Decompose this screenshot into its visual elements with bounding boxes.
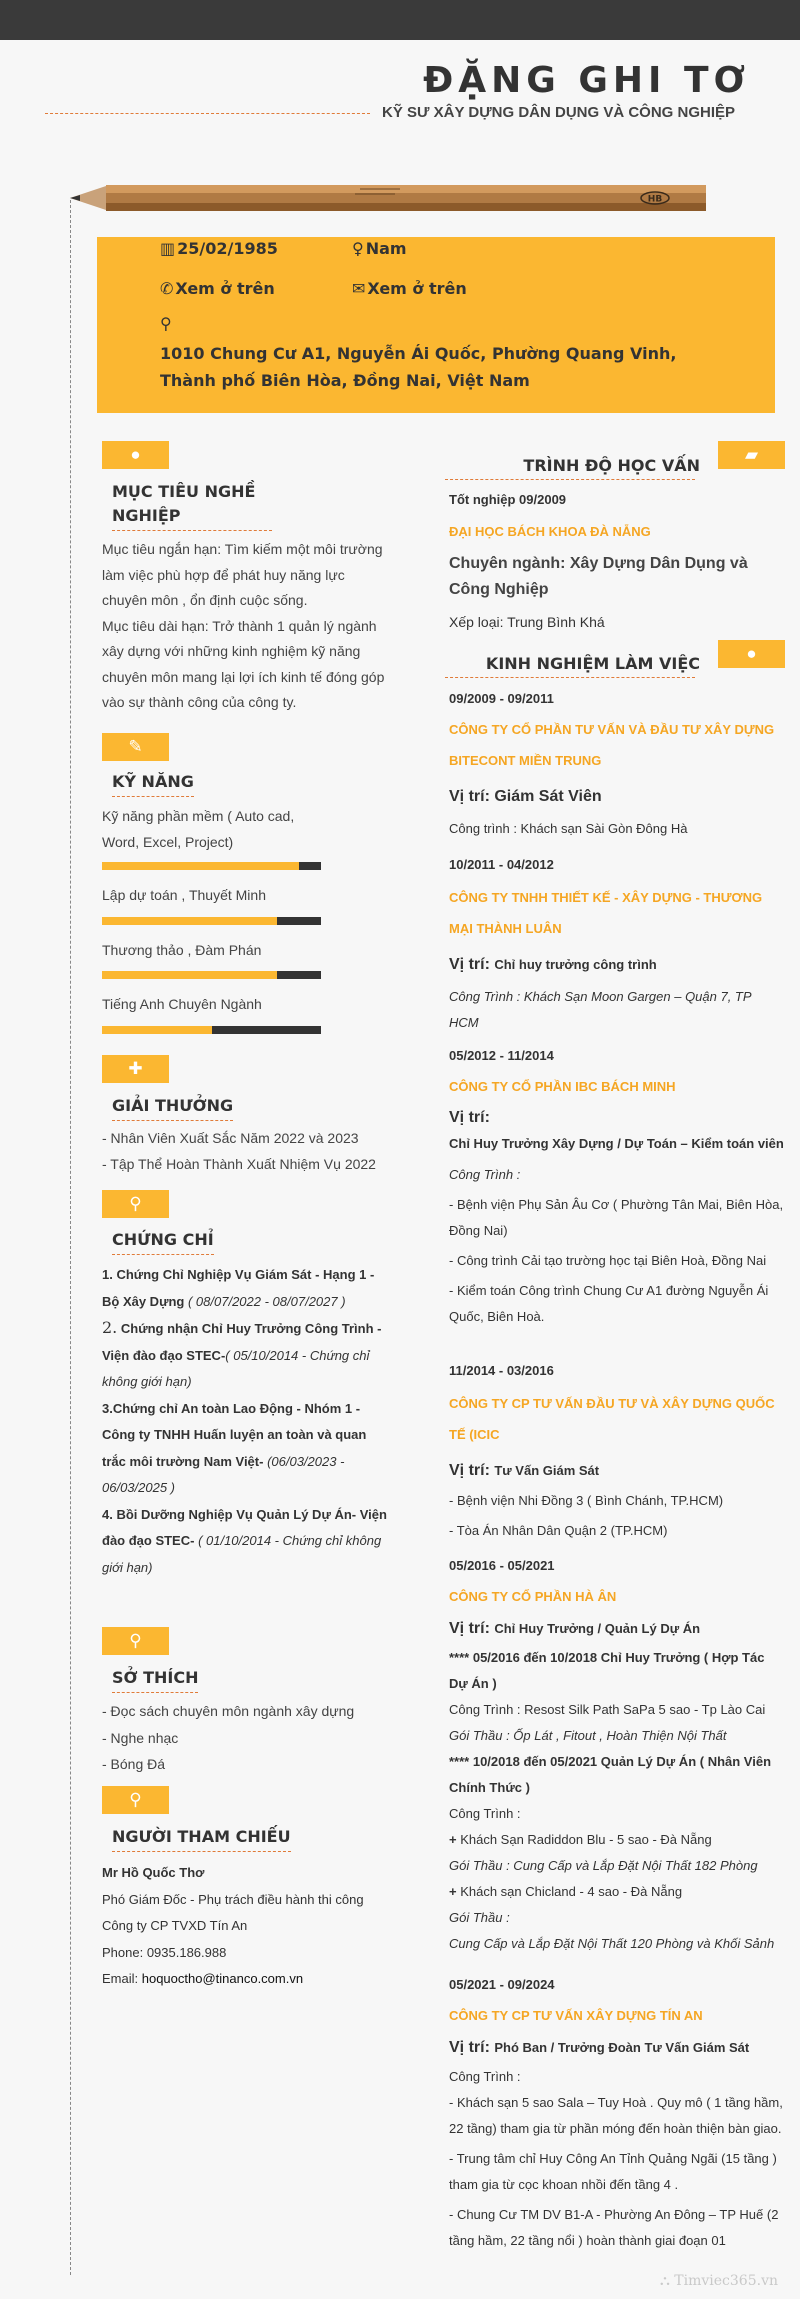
phone-icon: ✆ [160, 279, 174, 298]
certificate-item: 3.Chứng chỉ An toàn Lao Động - Nhóm 1 - Công ty TNHH Huấn luyện an toàn và quan trắc môi trường Nam Việt- (06/03/2023 - 06/03/2025 ) [102, 1400, 367, 1495]
objective-text [102, 537, 392, 716]
education-block [449, 487, 784, 635]
certificates-title: CHỨNG CHỈ [112, 1228, 214, 1255]
pencil-graphic [70, 180, 715, 216]
skill-bar-fill [102, 971, 277, 979]
skill-bar-fill [102, 1026, 212, 1034]
job-detail: Công Trình : Khách Sạn Moon Gargen – Quận 7, TP HCM [449, 989, 752, 1030]
job-title: KỸ SƯ XÂY DỰNG DÂN DỤNG VÀ CÔNG NGHIỆP [382, 104, 735, 121]
skills-icon: ✎ [102, 733, 169, 761]
skill-label: Tiếng Anh Chuyên Ngành [102, 996, 262, 1012]
job-company: CÔNG TY TNHH THIẾT KẾ - XÂY DỰNG - THƯƠNG MẠI THÀNH LUÂN [449, 890, 763, 936]
reference-name: Mr Hồ Quốc Thơ [102, 1865, 205, 1880]
phone-field [160, 279, 275, 298]
hobby-item: - Đọc sách chuyên môn ngành xây dựng [102, 1703, 355, 1719]
skills-title: KỸ NĂNG [112, 770, 194, 797]
job-position: Vị trí: Giám Sát Viên [449, 788, 602, 805]
calendar-icon: ▥ [160, 239, 176, 258]
education-title: TRÌNH ĐỘ HỌC VẤN [523, 456, 700, 475]
dob-field [160, 239, 278, 258]
gender-value: Nam [365, 239, 407, 258]
job-position: Chỉ Huy Trưởng Xây Dựng / Dự Toán – Kiểm toán viên [449, 1136, 784, 1151]
project-item: - Công trình Cải tạo trường học tại Biên Hoà, Đồng Nai [449, 1253, 767, 1268]
hobby-item: - Nghe nhạc [102, 1729, 179, 1746]
certificate-item: 4. Bồi Dưỡng Nghiệp Vụ Quản Lý Dự Án- Viện đào đạo STEC- ( 01/10/2014 - Chứng chỉ không giới hạn) [102, 1506, 387, 1575]
objective-short: Mục tiêu ngắn hạn: Tìm kiếm một môi trường làm việc phù hợp để phát huy năng lực chuyên môn , ổn định cuộc sống. [102, 541, 383, 608]
reference-title: NGƯỜI THAM CHIẾU [112, 1825, 291, 1852]
award-item: - Nhân Viên Xuất Sắc Năm 2022 và 2023 [102, 1130, 359, 1146]
envelope-icon: ✉ [352, 279, 366, 298]
school-name: ĐẠI HỌC BÁCH KHOA ĐÀ NẴNG [449, 524, 651, 539]
project-item: - Tòa Án Nhân Dân Quận 2 (TP.HCM) [449, 1523, 668, 1538]
job-position: Vị trí: Chỉ huy trưởng công trình [449, 956, 657, 973]
project-item: - Bệnh viện Nhi Đồng 3 ( Bình Chánh, TP.HCM) [449, 1493, 724, 1508]
sub-role: **** 10/2018 đến 05/2021 Quản Lý Dự Án ( Nhân Viên Chính Thức ) [449, 1754, 772, 1795]
job-date: 05/2016 - 05/2021 [449, 1558, 555, 1573]
job-company: CÔNG TY CP TƯ VẤN ĐẦU TƯ VÀ XÂY DỰNG QUỐC TẾ (ICIC [449, 1396, 775, 1442]
objective-title: MỤC TIÊU NGHỀ NGHIỆP [112, 480, 272, 531]
project-item: - Chung Cư TM DV B1-A - Phường An Đông – TP Huế (2 tầng hầm, 22 tầng nổi ) hoàn thành giai đoạn 01 [449, 2207, 779, 2248]
sub-project-item: + Khách Sạn Radiddon Blu - 5 sao - Đà Nẵng [449, 1832, 712, 1847]
sub-package-label: Gói Thầu : [449, 1910, 510, 1925]
reference-email: Email: hoquoctho@tinanco.com.vn [102, 1971, 304, 1986]
job-entry [449, 1972, 784, 2254]
job-position: Vị trí: Chỉ Huy Trưởng / Quản Lý Dự Án [449, 1620, 701, 1637]
reference-position: Phó Giám Đốc - Phụ trách điều hành thi công [102, 1891, 364, 1907]
rank: Xếp loại: Trung Bình Khá [449, 614, 605, 630]
job-date: 10/2011 - 04/2012 [449, 857, 554, 872]
award-item: - Tập Thể Hoàn Thành Xuất Nhiệm Vụ 2022 [102, 1155, 376, 1172]
hobbies-title: SỞ THÍCH [112, 1666, 198, 1693]
reference-block [102, 1860, 402, 1993]
job-date: 09/2009 - 09/2011 [449, 691, 554, 706]
project-item: - Khách sạn 5 sao Sala – Tuy Hoà . Quy mô ( 1 tầng hầm, 22 tầng) tham gia từ phần móng đến hoàn thiện bàn giao. [449, 2095, 783, 2136]
job-company: CÔNG TY CP TƯ VẤN XÂY DỰNG TÍN AN [449, 2008, 703, 2023]
header-divider [45, 113, 370, 114]
job-entry [449, 1553, 784, 1957]
user-icon: ● [102, 441, 169, 469]
email-field [352, 279, 467, 298]
major: Chuyên ngành: Xây Dựng Dân Dụng và Công Nghiệp [449, 555, 748, 598]
candidate-name: ĐẶNG GHI TƠ [423, 60, 750, 101]
certificate-item: 1. Chứng Chỉ Nghiệp Vụ Giám Sát - Hạng 1 - Bộ Xây Dựng ( 08/07/2022 - 08/07/2027 ) [102, 1267, 375, 1309]
hobby-item: - Bóng Đá [102, 1756, 166, 1772]
email-value: Xem ở trên [367, 279, 467, 298]
skill-bar [102, 1026, 321, 1034]
certificate-item: 2. Chứng nhận Chỉ Huy Trưởng Công Trình - Viện đào đạo STEC-( 05/10/2014 - Chứng chỉ không giới hạn) [102, 1318, 382, 1389]
job-position: Vị trí: Tư Vấn Giám Sát [449, 1462, 600, 1479]
project-item: - Trung tâm chỉ Huy Công An Tỉnh Quảng Ngãi (15 tầng ) tham gia từ cọc khoan nhồi đến tầng 4 . [449, 2151, 777, 2192]
reference-phone: Phone: 0935.186.988 [102, 1944, 227, 1960]
job-date: 11/2014 - 03/2016 [449, 1363, 554, 1378]
job-company: CÔNG TY CỔ PHẦN HÀ ÂN [449, 1589, 617, 1604]
briefcase-icon: ▰ [718, 441, 785, 469]
sub-project-item: + Khách sạn Chicland - 4 sao - Đà Nẵng [449, 1884, 683, 1899]
awards-list [102, 1126, 402, 1177]
location-icon: ⚲ [160, 314, 172, 333]
sub-package: Cung Cấp và Lắp Đặt Nội Thất 120 Phòng và Khối Sảnh [449, 1936, 775, 1951]
job-entry [449, 1043, 784, 1330]
timeline-line [70, 200, 71, 2275]
job-detail: Công trình : Khách sạn Sài Gòn Đông Hà [449, 821, 688, 836]
skill-label: Lập dự toán , Thuyết Minh [102, 887, 266, 903]
skill-bar-fill [102, 917, 277, 925]
hobbies-list [102, 1698, 402, 1778]
skill-label: Thương thảo , Đàm Phán [102, 942, 262, 958]
gender-icon: ♀ [352, 239, 364, 258]
projects-label: Công Trình : [449, 1167, 521, 1182]
skill-bar [102, 917, 321, 925]
certificates-list [102, 1262, 392, 1581]
experience-divider [445, 677, 695, 678]
job-entry [449, 852, 784, 1036]
skill-label: Kỹ năng phần mềm ( Auto cad, Word, Excel, Project) [102, 808, 295, 850]
projects-label: Công Trình : [449, 2069, 521, 2084]
address-value: 1010 Chung Cư A1, Nguyễn Ái Quốc, Phường Quang Vinh, Thành phố Biên Hòa, Đồng Nai, Việt Nam [160, 344, 677, 390]
job-company: CÔNG TY CỔ PHẦN IBC BÁCH MINH [449, 1079, 676, 1094]
watermark: ⛬ Timviec365.vn [660, 2273, 778, 2289]
reference-email-link[interactable]: hoquoctho@tinanco.com.vn [141, 1971, 304, 1986]
phone-value: Xem ở trên [175, 279, 275, 298]
sub-project: Công Trình : [449, 1806, 521, 1821]
skill-bar-fill [102, 862, 299, 870]
project-item: - Bệnh viện Phụ Sản Âu Cơ ( Phường Tân Mai, Biên Hòa, Đồng Nai) [449, 1197, 784, 1238]
job-position-label: Vị trí: [449, 1109, 490, 1126]
dob-value: 25/02/1985 [177, 239, 278, 258]
pencil-label: HB [647, 194, 663, 205]
job-date: 05/2012 - 11/2014 [449, 1048, 554, 1063]
sub-package: Gói Thầu : Cung Cấp và Lắp Đặt Nội Thất 182 Phòng [449, 1858, 758, 1873]
job-company: CÔNG TY CỔ PHẦN TƯ VẤN VÀ ĐẦU TƯ XÂY DỰNG BITECONT MIỀN TRUNG [449, 722, 775, 768]
project-item: - Kiểm toán Công trình Chung Cư A1 đường Nguyễn Ái Quốc, Biên Hoà. [449, 1283, 769, 1324]
experience-title: KINH NGHIỆM LÀM VIỆC [485, 654, 700, 673]
plus-icon: ✚ [102, 1055, 169, 1083]
sub-role: **** 05/2016 đến 10/2018 Chỉ Huy Trưởng ( Hợp Tác Dự Án ) [449, 1650, 765, 1691]
skill-bar [102, 971, 321, 979]
gender-field [352, 239, 407, 258]
job-position: Vị trí: Phó Ban / Trưởng Đoàn Tư Vấn Giám Sát [449, 2039, 750, 2056]
graduation-date: Tốt nghiệp 09/2009 [449, 492, 567, 507]
reference-icon: ⚲ [102, 1786, 169, 1814]
job-date: 05/2021 - 09/2024 [449, 1977, 555, 1992]
sub-project: Công Trình : Resost Silk Path SaPa 5 sao - Tp Lào Cai [449, 1702, 766, 1717]
skill-bar [102, 862, 321, 870]
awards-title: GIẢI THƯỞNG [112, 1094, 233, 1121]
objective-long: Mục tiêu dài hạn: Trở thành 1 quản lý ngành xây dựng với những kinh nghiệm kỹ năng chuyên môn mang lại lợi ích kinh tế đóng góp vào sự thành công của công ty. [102, 617, 385, 710]
sub-package: Gói Thầu : Ốp Lát , Fitout , Hoàn Thiện Nội Thất [449, 1728, 727, 1743]
reference-company: Công ty CP TVXD Tín An [102, 1918, 248, 1933]
job-entry [449, 1358, 784, 1544]
job-entry [449, 686, 784, 842]
top-bar [0, 0, 800, 40]
experience-icon: ● [718, 640, 785, 668]
hobby-icon: ⚲ [102, 1627, 169, 1655]
education-divider [445, 479, 695, 480]
certificate-icon: ⚲ [102, 1190, 169, 1218]
